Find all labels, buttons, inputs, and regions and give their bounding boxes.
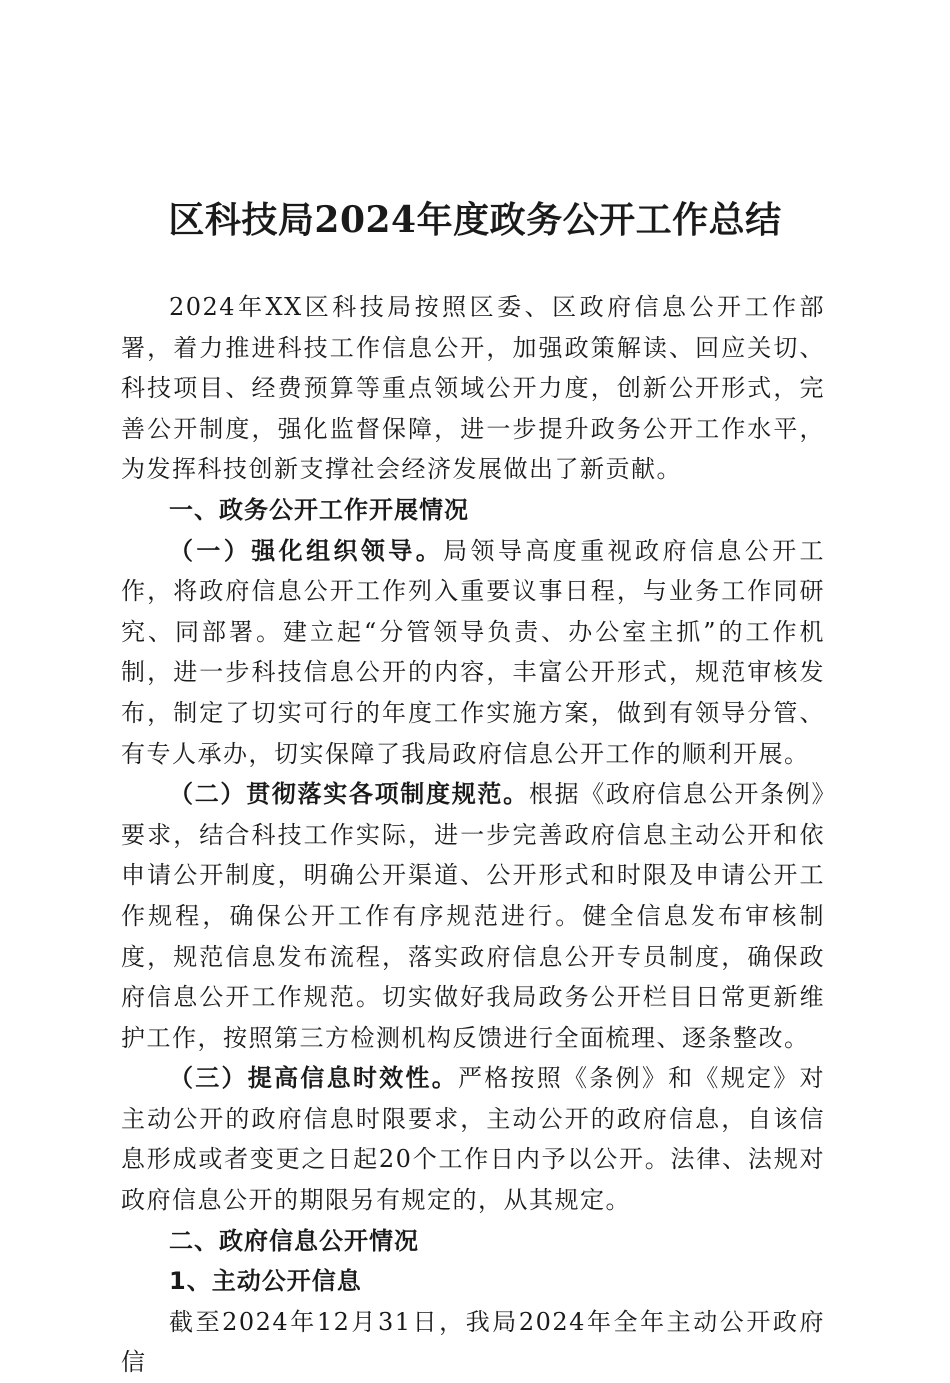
section1-item2-lead: （二）贯彻落实各项制度规范。 — [169, 779, 529, 809]
section1-item2 — [121, 774, 825, 1058]
section2-sub1-heading: 1、主动公开信息 — [169, 1267, 362, 1296]
section1-item3 — [121, 1058, 825, 1220]
document-title: 区科技局2024年度政务公开工作总结 — [168, 199, 782, 241]
section1-item3-text: 严格按照《条例》和《规定》对主动公开的政府信息时限要求，主动公开的政府信息，自该信息形成或者变更之日起20个工作日内予以公开。法律、法规对政府信息公开的期限另有规定的，从其规定。 — [121, 1064, 826, 1215]
intro-paragraph: 2024年XX区科技局按照区委、区政府信息公开工作部署，着力推进科技工作信息公开，加强政策解读、回应关切、科技项目、经费预算等重点领域公开力度，创新公开形式，完善公开制度，强化监督保障，进一步提升政务公开工作水平，为发挥科技创新支撑社会经济发展做出了新贡献。 — [121, 293, 825, 484]
section1-heading: 一、政务公开工作开展情况 — [169, 495, 469, 524]
section1-item1-lead: （一）强化组织领导。 — [169, 535, 444, 565]
section1-item3-lead: （三）提高信息时效性。 — [169, 1063, 458, 1093]
document-body — [121, 287, 825, 1383]
section1-item2-text: 根据《政府信息公开条例》要求，结合科技工作实际，进一步完善政府信息主动公开和依申请公开制度，明确公开渠道、公开形式和时限及申请公开工作规程，确保公开工作有序规范进行。健全信息发布审核制度，规范信息发布流程，落实政府信息公开专员制度，确保政府信息公开工作规范。切实做好我局政务公开栏目日常更新维护工作，按照第三方检测机构反馈进行全面梳理、逐条整改。 — [121, 780, 826, 1052]
section2-heading: 二、政府信息公开情况 — [169, 1226, 419, 1255]
section1-item1-text: 局领导高度重视政府信息公开工作，将政府信息公开工作列入重要议事日程，与业务工作同研究、同部署。建立起“分管领导负责、办公室主抓”的工作机制，进一步科技信息公开的内容，丰富公开形式，规范审核发布，制定了切实可行的年度工作实施方案，做到有领导分管、有专人承办，切实保障了我局政府信息公开工作的顺利开展。 — [121, 536, 826, 768]
section2-sub1-text: 截至2024年12月31日，我局2024年全年主动公开政府信 — [121, 1307, 825, 1377]
section1-item1 — [121, 531, 825, 775]
